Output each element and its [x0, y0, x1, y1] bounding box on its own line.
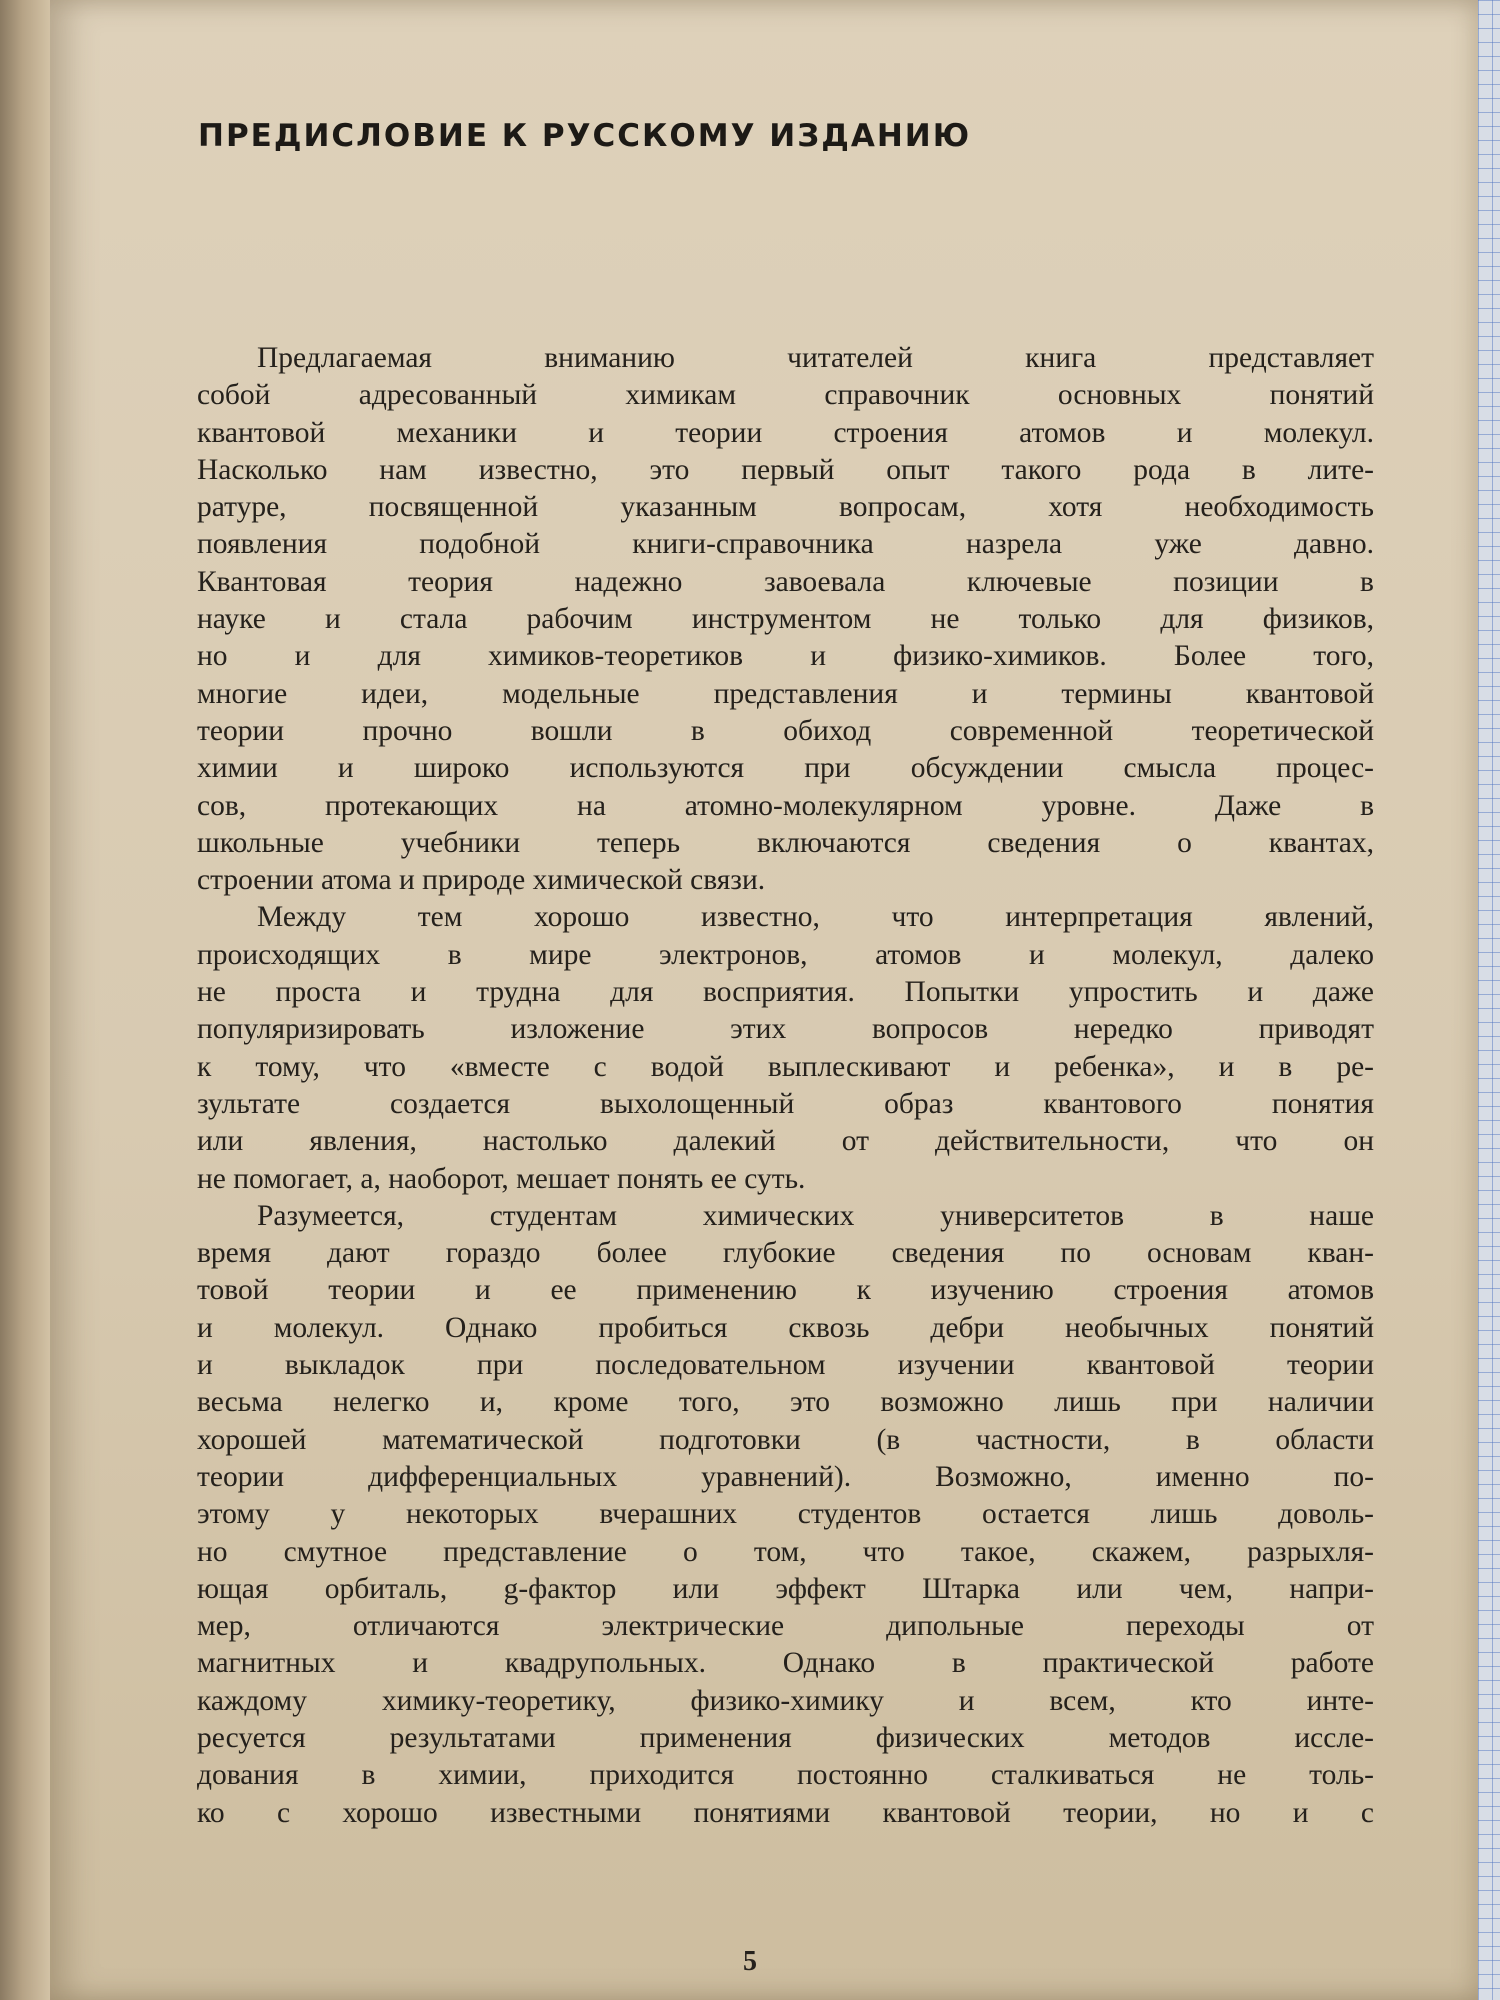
text-line: и молекул. Однако пробиться сквозь дебри необычных понятий: [197, 1311, 1374, 1344]
text-line: школьные учебники теперь включаются сведения о квантах,: [197, 826, 1374, 859]
text-line: ресуется результатами применения физических методов иссле-: [197, 1721, 1374, 1754]
text-line: мер, отличаются электрические дипольные переходы от: [197, 1610, 1374, 1643]
text-line: сов, протекающих на атомно-молекулярном уровне. Даже в: [197, 789, 1374, 822]
text-line: Разумеется, студентам химических университетов в наше: [257, 1199, 1374, 1232]
text-line: теории дифференциальных уравнений). Возможно, именно по-: [197, 1460, 1374, 1493]
text-line: ко с хорошо известными понятиями квантовой теории, но и с: [197, 1796, 1374, 1829]
text-line: к тому, что «вместе с водой выплескивают и ребенка», и в ре-: [197, 1050, 1374, 1083]
text-line: теории прочно вошли в обиход современной теоретической: [197, 714, 1374, 747]
text-line: или явления, настолько далекий от действительности, что он: [197, 1125, 1374, 1158]
text-line: но смутное представление о том, что такое, скажем, разрыхля-: [197, 1535, 1374, 1568]
text-line: химии и широко используются при обсуждении смысла процес-: [197, 752, 1374, 785]
text-line: популяризировать изложение этих вопросов нередко приводят: [197, 1013, 1374, 1046]
text-line: и выкладок при последовательном изучении квантовой теории: [197, 1349, 1374, 1382]
chapter-heading: ПРЕДИСЛОВИЕ К РУССКОМУ ИЗДАНИЮ: [198, 118, 972, 154]
text-line: ратуре, посвященной указанным вопросам, хотя необходимость: [197, 491, 1374, 524]
text-line: не проста и трудна для восприятия. Попытки упростить и даже: [197, 976, 1374, 1009]
text-line: ющая орбиталь, g-фактор или эффект Штарка или чем, напри-: [197, 1572, 1374, 1605]
text-line: но и для химиков-теоретиков и физико-химиков. Более того,: [197, 640, 1374, 673]
text-line: Квантовая теория надежно завоевала ключевые позиции в: [197, 565, 1374, 598]
text-line: появления подобной книги-справочника назрела уже давно.: [197, 528, 1374, 561]
text-line: хорошей математической подготовки (в частности, в области: [197, 1423, 1374, 1456]
text-line: Предлагаемая вниманию читателей книга представляет: [257, 342, 1374, 374]
text-line: науке и стала рабочим инструментом не только для физиков,: [197, 603, 1374, 636]
text-line: время дают гораздо более глубокие сведения по основам кван-: [197, 1237, 1374, 1270]
text-line: собой адресованный химикам справочник основных понятий: [197, 379, 1374, 412]
book-spine-shadow: [0, 0, 50, 2000]
text-line: весьма нелегко и, кроме того, это возможно лишь при наличии: [197, 1386, 1374, 1419]
text-line: магнитных и квадрупольных. Однако в практической работе: [197, 1647, 1374, 1680]
page-number: 5: [743, 1946, 757, 1977]
text-line: этому у некоторых вчерашних студентов остается лишь доволь-: [197, 1498, 1374, 1531]
text-line: каждому химику-теоретику, физико-химику и всем, кто инте-: [197, 1684, 1374, 1717]
text-line: квантовой механики и теории строения атомов и молекул.: [197, 416, 1374, 449]
text-line: дования в химии, приходится постоянно сталкиваться не толь-: [197, 1759, 1374, 1792]
text-line: не помогает, а, наоборот, мешает понять ее суть.: [197, 1162, 806, 1195]
text-line: Насколько нам известно, это первый опыт такого рода в лите-: [197, 453, 1374, 486]
text-line: Между тем хорошо известно, что интерпретация явлений,: [257, 901, 1374, 934]
body-text: [197, 340, 1374, 1832]
text-line: товой теории и ее применению к изучению строения атомов: [197, 1274, 1374, 1307]
text-line: происходящих в мире электронов, атомов и молекул, далеко: [197, 938, 1374, 971]
grid-paper-edge: [1478, 0, 1500, 2000]
text-line: зультате создается выхолощенный образ квантового понятия: [197, 1087, 1374, 1120]
text-line: строении атома и природе химической связи.: [197, 864, 766, 897]
text-line: многие идеи, модельные представления и термины квантовой: [197, 677, 1374, 710]
